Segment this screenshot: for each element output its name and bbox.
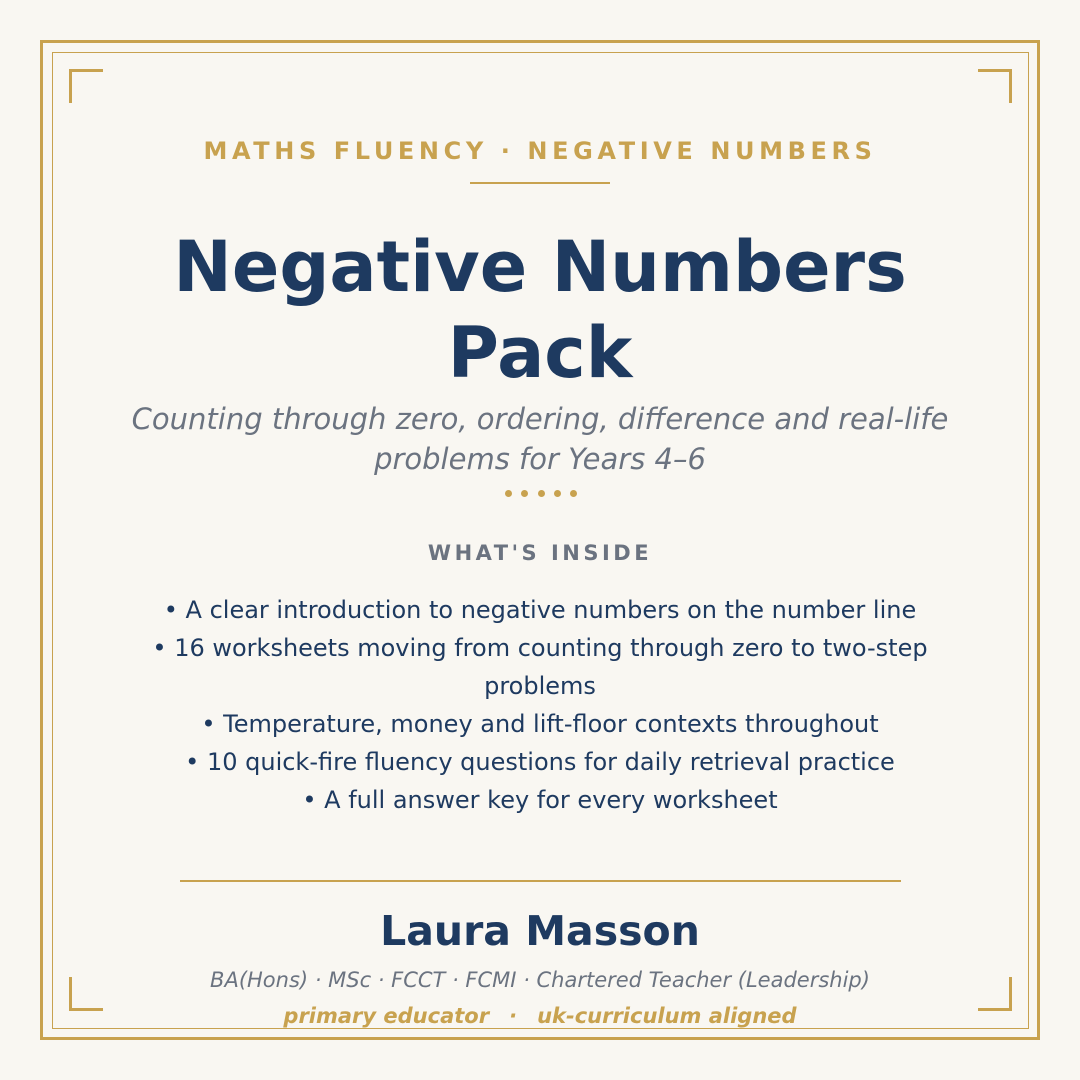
author-tagline bbox=[0, 1002, 1080, 1030]
divider-dot bbox=[521, 490, 528, 497]
author-credentials: BA(Hons) · MSc · FCCT · FCMI · Chartered Teacher (Leadership) bbox=[210, 968, 870, 992]
feature-item: • 16 worksheets moving from counting through zero to two-step problems bbox=[152, 634, 928, 700]
feature-list bbox=[110, 591, 970, 819]
corner-ornament-top-right bbox=[978, 69, 1012, 103]
subtitle: Counting through zero, ordering, difference and real-life problems for Years 4–6 bbox=[131, 402, 949, 476]
divider-dot bbox=[505, 490, 512, 497]
feature-item: • A clear introduction to negative numbers on the number line bbox=[163, 596, 917, 624]
title-line-2: Pack bbox=[447, 312, 633, 394]
eyebrow-divider bbox=[470, 182, 610, 184]
tagline-separator: · bbox=[509, 1004, 518, 1028]
divider-dot bbox=[570, 490, 577, 497]
footer-divider bbox=[180, 880, 901, 882]
feature-item: • 10 quick-fire fluency questions for daily retrieval practice bbox=[185, 748, 895, 776]
curriculum-alignment: uk-curriculum aligned bbox=[537, 1004, 797, 1028]
feature-item: • A full answer key for every worksheet bbox=[302, 786, 778, 814]
page-title bbox=[0, 224, 1080, 396]
corner-ornament-top-left bbox=[69, 69, 103, 103]
eyebrow-label: MATHS FLUENCY · NEGATIVE NUMBERS bbox=[203, 137, 877, 165]
title-line-1: Negative Numbers bbox=[173, 226, 907, 308]
divider-dot bbox=[554, 490, 561, 497]
dot-divider bbox=[505, 490, 577, 498]
feature-item: • Temperature, money and lift-floor contexts throughout bbox=[201, 710, 879, 738]
author-role: primary educator bbox=[283, 1004, 490, 1028]
section-heading-whats-inside: WHAT'S INSIDE bbox=[427, 541, 653, 565]
author-name: Laura Masson bbox=[380, 907, 700, 955]
divider-dot bbox=[538, 490, 545, 497]
